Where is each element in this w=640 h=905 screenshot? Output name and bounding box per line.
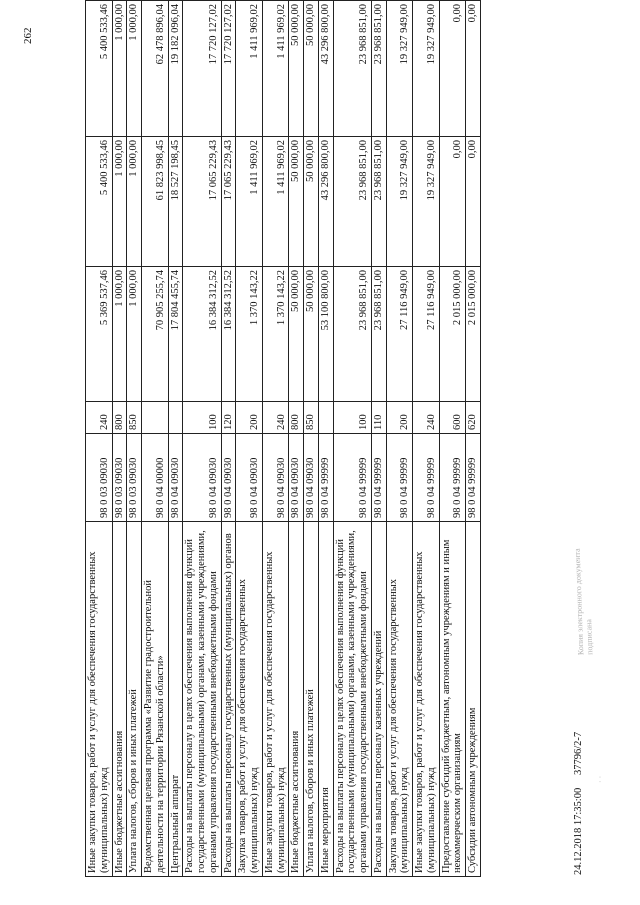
cell-v1: 23 968 851,00 xyxy=(371,267,386,402)
cell-v1: 1 370 143,22 xyxy=(262,267,289,402)
cell-v1: 1 370 143,22 xyxy=(236,267,263,402)
cell-type: 850 xyxy=(127,402,142,434)
cell-name: Расходы на выплаты персоналу в целях обеспечения выполнения функций государственными (муниципальными) органами, казенными учреждениями, органами управления государственными внебюджетными фондами xyxy=(183,522,221,877)
cell-v3: 43 296 800,00 xyxy=(318,1,333,137)
cell-code: 98 0 04 99999 xyxy=(466,434,481,522)
cell-name: Закупка товаров, работ и услуг для обеспечения государственных (муниципальных) нужд xyxy=(386,522,413,877)
cell-v2: 1 000,00 xyxy=(127,137,142,267)
cell-code: 98 0 04 09030 xyxy=(168,434,183,522)
table-row xyxy=(413,1,440,877)
cell-code: 98 0 04 99999 xyxy=(371,434,386,522)
cell-code: 98 0 04 09030 xyxy=(183,434,221,522)
cell-v2: 1 411 969,02 xyxy=(262,137,289,267)
table-row xyxy=(386,1,413,877)
cell-name: Расходы на выплаты персоналу казенных учреждений xyxy=(371,522,386,877)
cell-code: 98 0 03 09030 xyxy=(127,434,142,522)
cell-v2: 50 000,00 xyxy=(304,137,319,267)
cell-v3: 17 720 127,02 xyxy=(183,1,221,137)
cell-name: Уплата налогов, сборов и иных платежей xyxy=(304,522,319,877)
cell-name: Закупка товаров, работ и услуг для обеспечения государственных (муниципальных) нужд xyxy=(236,522,263,877)
table-row xyxy=(466,1,481,877)
cell-v2: 50 000,00 xyxy=(289,137,304,267)
cell-type: 620 xyxy=(466,402,481,434)
cell-code: 98 0 03 09030 xyxy=(86,434,113,522)
table-row xyxy=(86,1,113,877)
cell-type: 100 xyxy=(183,402,221,434)
cell-type: 110 xyxy=(371,402,386,434)
table-row xyxy=(142,1,169,877)
cell-code: 98 0 04 99999 xyxy=(333,434,371,522)
cell-name: Расходы на выплаты персоналу государственных (муниципальных) органов xyxy=(221,522,236,877)
cell-name: Предоставление субсидий бюджетным, автономным учреждениям и иным некоммерческим организациям xyxy=(439,522,466,877)
cell-v3: 1 411 969,02 xyxy=(262,1,289,137)
cell-type: 200 xyxy=(236,402,263,434)
cell-type: 240 xyxy=(262,402,289,434)
cell-v1: 23 968 851,00 xyxy=(333,267,371,402)
cell-v1: 2 015 000,00 xyxy=(439,267,466,402)
cell-v1: 1 000,00 xyxy=(127,267,142,402)
cell-v3: 50 000,00 xyxy=(289,1,304,137)
cell-code: 98 0 04 00000 xyxy=(142,434,169,522)
cell-v1: 50 000,00 xyxy=(304,267,319,402)
cell-v2: 19 327 949,00 xyxy=(413,137,440,267)
cell-type: 800 xyxy=(289,402,304,434)
cell-name: Иные закупки товаров, работ и услуг для обеспечения государственных (муниципальных) нужд xyxy=(413,522,440,877)
cell-name: Центральный аппарат xyxy=(168,522,183,877)
cell-type: 100 xyxy=(333,402,371,434)
stamp-line: Копия электронного документа xyxy=(572,548,586,656)
cell-v2: 17 065 229,43 xyxy=(221,137,236,267)
electronic-signature-stamp xyxy=(573,520,595,656)
cell-v3: 17 720 127,02 xyxy=(221,1,236,137)
table-row xyxy=(236,1,263,877)
cell-code: 98 0 04 99999 xyxy=(439,434,466,522)
cell-v2: 18 527 198,45 xyxy=(168,137,183,267)
cell-code: 98 0 04 09030 xyxy=(236,434,263,522)
cell-v1: 27 116 949,00 xyxy=(413,267,440,402)
cell-v3: 0,00 xyxy=(466,1,481,137)
table-row xyxy=(289,1,304,877)
table-row xyxy=(333,1,371,877)
scan-mark: · · xyxy=(596,775,605,783)
cell-v2: 61 823 998,45 xyxy=(142,137,169,267)
cell-v1: 50 000,00 xyxy=(289,267,304,402)
cell-v1: 5 369 537,46 xyxy=(86,267,113,402)
cell-v3: 19 182 096,04 xyxy=(168,1,183,137)
cell-v3: 1 000,00 xyxy=(127,1,142,137)
cell-type: 240 xyxy=(86,402,113,434)
table-row xyxy=(112,1,127,877)
page-number: 262 xyxy=(22,27,34,44)
cell-type: 850 xyxy=(304,402,319,434)
cell-name: Иные бюджетные ассигнования xyxy=(112,522,127,877)
cell-code: 98 0 04 09030 xyxy=(262,434,289,522)
table-row xyxy=(127,1,142,877)
cell-v3: 0,00 xyxy=(439,1,466,137)
cell-code: 98 0 04 09030 xyxy=(289,434,304,522)
table-row xyxy=(262,1,289,877)
cell-type: 200 xyxy=(386,402,413,434)
cell-code: 98 0 04 09030 xyxy=(304,434,319,522)
cell-name: Ведомственная целевая программа «Развитие градостроительной деятельности на территории Рязанской области» xyxy=(142,522,169,877)
cell-v3: 1 000,00 xyxy=(112,1,127,137)
cell-v1: 27 116 949,00 xyxy=(386,267,413,402)
cell-code: 98 0 04 99999 xyxy=(318,434,333,522)
table-row xyxy=(183,1,221,877)
budget-table xyxy=(85,0,481,877)
cell-v3: 23 968 851,00 xyxy=(371,1,386,137)
cell-v2: 5 400 533,46 xyxy=(86,137,113,267)
cell-v1: 16 384 312,52 xyxy=(221,267,236,402)
cell-type: 600 xyxy=(439,402,466,434)
cell-v2: 1 000,00 xyxy=(112,137,127,267)
cell-name: Иные бюджетные ассигнования xyxy=(289,522,304,877)
cell-code: 98 0 04 99999 xyxy=(386,434,413,522)
cell-code: 98 0 03 09030 xyxy=(112,434,127,522)
cell-v1: 70 905 255,74 xyxy=(142,267,169,402)
cell-type xyxy=(168,402,183,434)
cell-v1: 2 015 000,00 xyxy=(466,267,481,402)
table-row xyxy=(221,1,236,877)
cell-v3: 19 327 949,00 xyxy=(413,1,440,137)
table-row xyxy=(304,1,319,877)
stamp-line: подписана xyxy=(583,618,595,655)
cell-type xyxy=(142,402,169,434)
cell-name: Иные закупки товаров, работ и услуг для обеспечения государственных (муниципальных) нужд xyxy=(86,522,113,877)
table-row xyxy=(371,1,386,877)
table-row xyxy=(168,1,183,877)
cell-name: Уплата налогов, сборов и иных платежей xyxy=(127,522,142,877)
footer-document-id: 37796/2-7 xyxy=(573,731,584,775)
cell-v1: 16 384 312,52 xyxy=(183,267,221,402)
cell-type xyxy=(318,402,333,434)
cell-v3: 1 411 969,02 xyxy=(236,1,263,137)
cell-v1: 53 100 800,00 xyxy=(318,267,333,402)
cell-type: 800 xyxy=(112,402,127,434)
cell-v3: 23 968 851,00 xyxy=(333,1,371,137)
cell-v2: 17 065 229,43 xyxy=(183,137,221,267)
budget-table-body xyxy=(86,1,481,877)
cell-name: Иные мероприятия xyxy=(318,522,333,877)
cell-v2: 1 411 969,02 xyxy=(236,137,263,267)
cell-v3: 5 400 533,46 xyxy=(86,1,113,137)
cell-v1: 1 000,00 xyxy=(112,267,127,402)
cell-v3: 62 478 896,04 xyxy=(142,1,169,137)
cell-type: 120 xyxy=(221,402,236,434)
cell-v2: 23 968 851,00 xyxy=(333,137,371,267)
cell-name: Расходы на выплаты персоналу в целях обеспечения выполнения функций государственными (муниципальными) органами, казенными учреждениями, органами управления государственными внебюджетными фондами xyxy=(333,522,371,877)
cell-name: Иные закупки товаров, работ и услуг для обеспечения государственных (муниципальных) нужд xyxy=(262,522,289,877)
cell-v3: 50 000,00 xyxy=(304,1,319,137)
cell-v2: 0,00 xyxy=(439,137,466,267)
cell-v2: 23 968 851,00 xyxy=(371,137,386,267)
cell-code: 98 0 04 99999 xyxy=(413,434,440,522)
cell-v2: 0,00 xyxy=(466,137,481,267)
cell-v1: 17 804 455,74 xyxy=(168,267,183,402)
cell-code: 98 0 04 09030 xyxy=(221,434,236,522)
cell-v2: 43 296 800,00 xyxy=(318,137,333,267)
cell-v2: 19 327 949,00 xyxy=(386,137,413,267)
cell-name: Субсидии автономным учреждениям xyxy=(466,522,481,877)
table-row xyxy=(318,1,333,877)
footer-datetime: 24.12.2018 17:35:00 xyxy=(573,787,584,875)
table-row xyxy=(439,1,466,877)
cell-v3: 19 327 949,00 xyxy=(386,1,413,137)
cell-type: 240 xyxy=(413,402,440,434)
